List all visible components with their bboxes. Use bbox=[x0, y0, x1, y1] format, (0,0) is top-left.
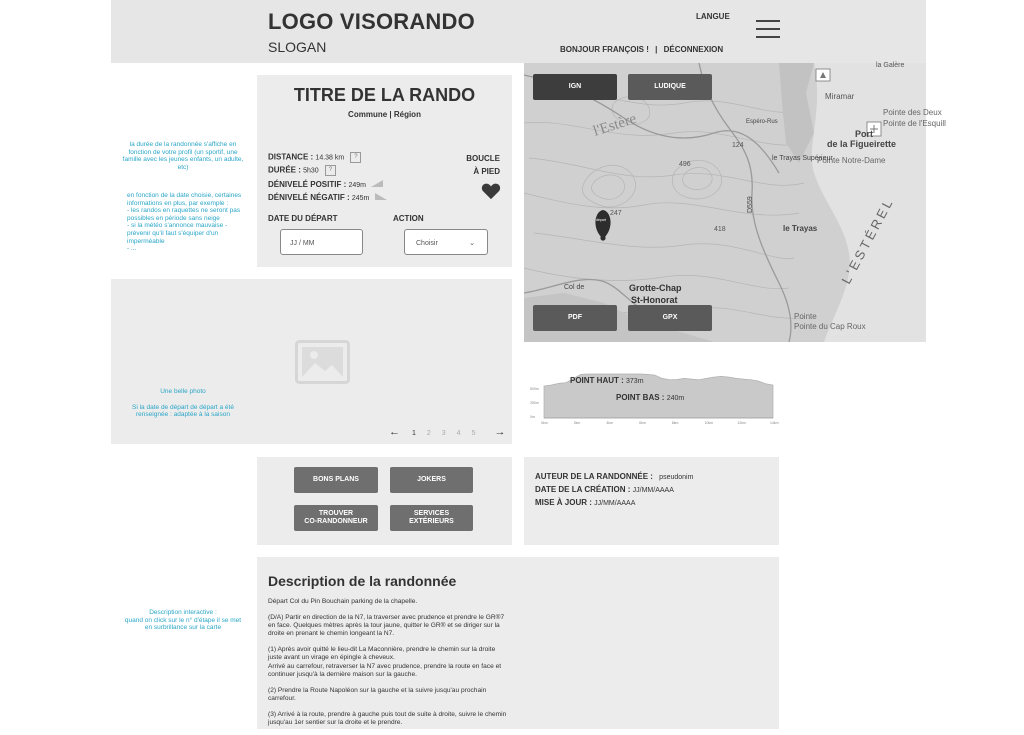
rando-title: TITRE DE LA RANDO bbox=[293, 85, 476, 105]
gpx-download-button[interactable]: GPX bbox=[628, 305, 712, 331]
next-arrow-icon[interactable]: → bbox=[494, 426, 506, 438]
slogan: SLOGAN bbox=[268, 39, 327, 55]
map-label: la Galère bbox=[876, 62, 905, 69]
map-label: de la Figueirette bbox=[827, 139, 897, 149]
y-tick-label: 500m bbox=[530, 387, 539, 391]
description-body bbox=[268, 598, 508, 735]
prev-arrow-icon[interactable]: ← bbox=[389, 426, 400, 438]
image-placeholder-icon bbox=[295, 340, 350, 384]
map-label: 124 bbox=[732, 142, 744, 149]
action-select[interactable] bbox=[404, 229, 488, 255]
map-label: L'ESTÉREL bbox=[838, 194, 897, 287]
heart-favorite-icon[interactable] bbox=[481, 182, 501, 200]
note-description bbox=[121, 609, 245, 632]
external-services-button[interactable] bbox=[390, 505, 473, 531]
map-label: Col de bbox=[564, 284, 585, 291]
updated-row bbox=[535, 498, 635, 507]
note-date-line: - ... bbox=[127, 245, 137, 253]
map-label: D559 bbox=[747, 196, 754, 213]
page-number[interactable]: 5 bbox=[471, 430, 476, 437]
map-ludique-button[interactable]: LUDIQUE bbox=[628, 74, 712, 100]
elevation-gain-label: DÉNIVELÉ POSITIF : bbox=[268, 180, 347, 189]
hamburger-menu-icon[interactable] bbox=[756, 20, 780, 42]
stat-distance bbox=[268, 152, 361, 163]
x-tick-label: 4km bbox=[606, 421, 614, 425]
map-label: le Trayas bbox=[783, 224, 818, 233]
map-label: Port bbox=[855, 129, 873, 139]
map-label: Pointe du Cap Roux bbox=[794, 322, 866, 331]
map-label: le Trayas Supérieur bbox=[772, 155, 833, 162]
duration-value: 5h30 bbox=[303, 167, 319, 175]
map-label: 496 bbox=[679, 161, 691, 168]
map-label: Grotte-Chap bbox=[629, 283, 682, 293]
description-step: Arrivé au carrefour, retraverser la N7 avec prudence, prendre la route en face et continuer jusqu'à la dernière maison sur la gauche. bbox=[268, 662, 502, 678]
map-label: Pointe de l'Esquill bbox=[883, 119, 946, 128]
x-tick-label: 14km bbox=[770, 421, 779, 425]
greeting-text: BONJOUR FRANÇOIS ! bbox=[560, 45, 649, 54]
pdf-download-button[interactable]: PDF bbox=[533, 305, 617, 331]
duration-label: DURÉE : bbox=[268, 165, 301, 175]
note-photo-title: Une belle photo bbox=[160, 388, 206, 395]
action-label: ACTION bbox=[393, 214, 424, 223]
button-line: EXTÉRIEURS bbox=[409, 518, 454, 525]
jokers-button[interactable]: JOKERS bbox=[390, 467, 473, 493]
uphill-icon bbox=[371, 179, 383, 187]
note-description-title: Description interactive : bbox=[149, 609, 217, 616]
find-co-hiker-button[interactable] bbox=[294, 505, 378, 531]
separator: | bbox=[655, 45, 658, 54]
stat-elevation-loss bbox=[268, 192, 387, 202]
x-tick-label: 12km bbox=[737, 421, 746, 425]
map-label: l'Estère bbox=[591, 110, 639, 140]
x-tick-label: 6km bbox=[639, 421, 646, 425]
note-date-line: - les randos en raquettes ne seront pas possibles en période sans neige bbox=[127, 207, 241, 222]
note-description-body: quand on click sur le n° d'étape il se met en surbrillance sur la carte bbox=[124, 616, 242, 632]
note-photo-season: Si la date de départ de départ a été renseignée : adaptée à la saison bbox=[132, 403, 234, 419]
x-tick-label: 8km bbox=[671, 421, 679, 425]
updated-label: MISE À JOUR : bbox=[535, 498, 592, 507]
note-date-line: - si la météo s'annonce mauvaise - prévenir qu'il faut s'équiper d'un imperméable bbox=[127, 222, 228, 245]
elevation-gain-value: 249m bbox=[348, 182, 366, 189]
start-pin-label: départ bbox=[596, 218, 606, 222]
action-select-value: Choisir bbox=[416, 240, 438, 247]
button-line: CO-RANDONNEUR bbox=[304, 518, 368, 525]
description-title: Description de la randonnée bbox=[268, 573, 457, 589]
map-label: Pointe des Deux bbox=[883, 108, 942, 117]
description-step[interactable]: (D/A) Partir en direction de la N7, la traverser avec prudence et prendre le GR®7 en face. Quelques mètres après la tour jaune, quitter le GR® et se diriger sur la droite en prenant le chemin longeant la N7. bbox=[268, 614, 505, 638]
x-tick-label: 0km bbox=[541, 421, 548, 425]
stat-duration bbox=[268, 165, 336, 176]
chevron-down-icon: ⌄ bbox=[469, 240, 475, 247]
rando-location: Commune | Région bbox=[348, 110, 421, 119]
created-row bbox=[535, 485, 674, 494]
y-tick-label: 250m bbox=[530, 401, 539, 405]
page-number[interactable]: 1 bbox=[411, 430, 416, 437]
updated-value: JJ/MM/AAAA bbox=[594, 500, 636, 507]
author-row bbox=[535, 472, 693, 481]
elevation-loss-label: DÉNIVELÉ NÉGATIF : bbox=[268, 193, 350, 202]
map-label: 247 bbox=[610, 210, 622, 217]
note-photo bbox=[121, 388, 245, 419]
page-number[interactable]: 4 bbox=[456, 430, 461, 437]
note-duration: la durée de la randonnée s'affiche en fonction de votre profil (un sportif, une famille avec les jeunes enfants, un adulte, etc) bbox=[122, 141, 244, 171]
low-point-label: POINT BAS : bbox=[616, 393, 665, 402]
start-date-label: DATE DU DÉPART bbox=[268, 214, 338, 223]
x-tick-label: 2km bbox=[573, 421, 581, 425]
note-date bbox=[127, 192, 243, 253]
distance-value: 14.38 km bbox=[315, 154, 345, 162]
created-value: JJ/MM/AAAA bbox=[632, 487, 674, 494]
button-line: TROUVER bbox=[318, 510, 354, 517]
logout-link[interactable]: DÉCONNEXION bbox=[663, 45, 724, 54]
map-ign-button[interactable]: IGN bbox=[533, 74, 617, 100]
created-label: DATE DE LA CRÉATION : bbox=[535, 485, 631, 494]
high-point-value: 373m bbox=[626, 378, 644, 385]
map-label: St-Honorat bbox=[631, 295, 678, 305]
start-date-input[interactable]: JJ / MM bbox=[280, 229, 363, 255]
downhill-icon bbox=[375, 192, 387, 200]
map-label: Pointe bbox=[794, 312, 817, 321]
map-label: Pointe Notre-Dame bbox=[817, 156, 886, 165]
map-canvas[interactable] bbox=[524, 62, 946, 342]
logo[interactable]: LOGO VISORANDO bbox=[268, 9, 475, 34]
description-step: Départ Col du Pin Bouchain parking de la chapelle. bbox=[268, 598, 418, 605]
header-bar bbox=[111, 0, 926, 63]
high-point-label: POINT HAUT : bbox=[570, 376, 624, 385]
author-value[interactable]: pseudonim bbox=[659, 474, 694, 481]
x-tick-label: 10km bbox=[704, 421, 714, 425]
distance-label: DISTANCE : bbox=[268, 152, 314, 162]
map[interactable] bbox=[524, 62, 946, 342]
low-point bbox=[616, 393, 684, 402]
elevation-loss-value: 245m bbox=[351, 195, 370, 202]
rando-type-loop: BOUCLE bbox=[466, 154, 500, 163]
page-number[interactable]: 2 bbox=[426, 430, 431, 437]
description-step[interactable]: (1) Après avoir quitté le lieu-dit La Maconnière, prendre le chemin sur la droite juste avant un virage en épingle à cheveux. bbox=[268, 646, 496, 662]
description-step[interactable]: (2) Prendre la Route Napoléon sur la gauche et la suivre jusqu'au prochain carrefour. bbox=[268, 686, 487, 702]
rando-type bbox=[440, 153, 500, 178]
y-tick-label: 0m bbox=[530, 415, 535, 419]
map-label: Miramar bbox=[825, 92, 855, 101]
description-step[interactable]: (3) Arrivé à la route, prendre à gauche puis tout de suite à droite, suivre le chemin jusqu'au 1er sentier sur la droite et le prendre. bbox=[268, 710, 507, 727]
bons-plans-button[interactable]: BONS PLANS bbox=[294, 467, 378, 493]
help-icon[interactable]: ? bbox=[325, 165, 336, 176]
help-icon[interactable]: ? bbox=[350, 152, 361, 163]
note-date-line: en fonction de la date choisie, certaines informations en plus, par exemple : bbox=[127, 192, 242, 207]
high-point bbox=[570, 376, 644, 385]
button-line: SERVICES bbox=[413, 510, 450, 517]
stat-elevation-gain bbox=[268, 179, 383, 189]
author-label: AUTEUR DE LA RANDONNÉE : bbox=[535, 472, 653, 481]
page-number[interactable]: 3 bbox=[441, 430, 446, 437]
map-label: Espéro-Rus bbox=[746, 119, 778, 125]
photo-pagination bbox=[389, 426, 505, 438]
language-selector[interactable]: LANGUE bbox=[696, 12, 730, 21]
rando-type-mode: À PIED bbox=[473, 166, 500, 176]
low-point-value: 240m bbox=[666, 395, 685, 402]
user-greeting-bar bbox=[560, 45, 723, 54]
map-label: 418 bbox=[714, 226, 726, 233]
